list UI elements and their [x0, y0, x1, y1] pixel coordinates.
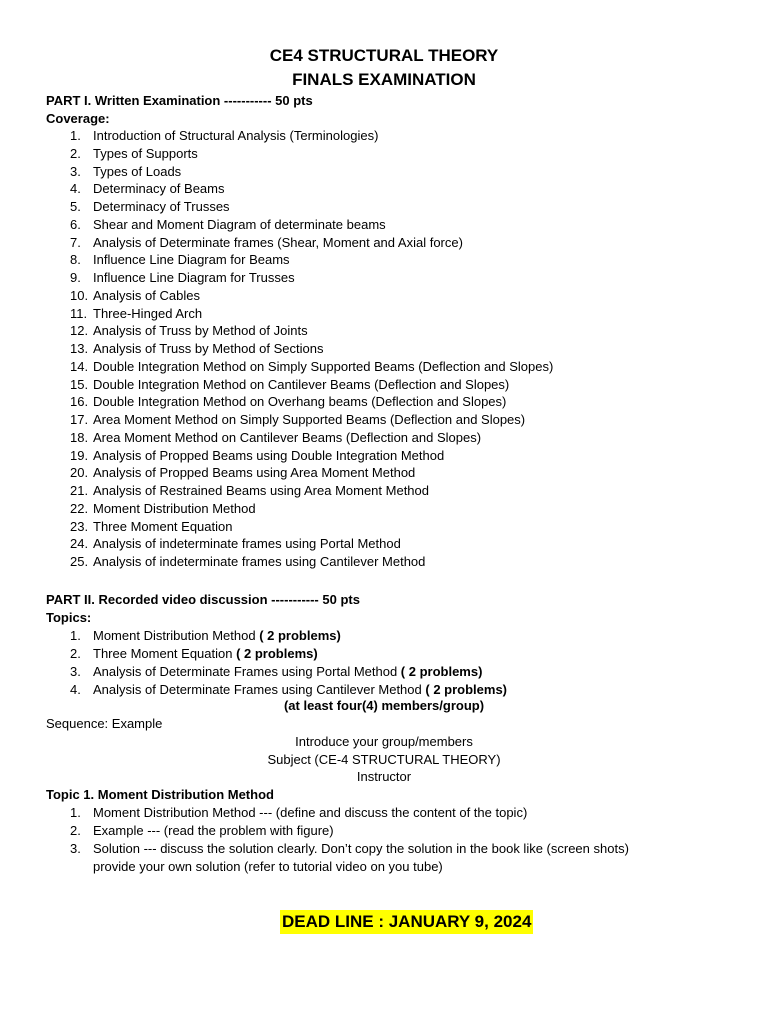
sequence-line: Introduce your group/members [295, 734, 473, 749]
topic-number: 1. [70, 628, 81, 643]
topic1-item [93, 804, 527, 822]
coverage-item [93, 163, 181, 181]
coverage-item-text: Three Moment Equation [93, 518, 233, 534]
coverage-item [93, 145, 198, 163]
coverage-item [93, 500, 256, 518]
coverage-number: 25. [70, 554, 89, 569]
coverage-number: 9. [70, 270, 81, 285]
coverage-item-text: Moment Distribution Method [93, 500, 256, 516]
topic-item-problem-count: ( 2 problems) [232, 646, 318, 661]
coverage-number: 23. [70, 518, 89, 534]
coverage-number: 21. [70, 483, 89, 498]
coverage-number: 24. [70, 536, 89, 552]
coverage-number: 5. [70, 199, 81, 214]
topic-item-problem-count: ( 2 problems) [255, 628, 341, 643]
coverage-item-text: Analysis of Restrained Beams using Area Moment Method [93, 483, 430, 498]
coverage-item-text: Double Integration Method on Overhang beams (Deflection and Slopes) [93, 394, 507, 410]
coverage-item-text: Determinacy of Trusses [93, 199, 230, 214]
coverage-item [93, 447, 444, 465]
coverage-item [93, 393, 506, 411]
topic-item [93, 627, 341, 645]
coverage-item-text: Analysis of Propped Beams using Area Moment Method [93, 465, 416, 481]
coverage-item [93, 429, 481, 447]
coverage-number: 13. [70, 341, 89, 356]
coverage-item-text: Area Moment Method on Simply Supported Beams (Deflection and Slopes) [93, 412, 526, 427]
coverage-number: 7. [70, 234, 81, 250]
coverage-item [93, 269, 295, 287]
topic-item-text: Analysis of Determinate Frames using Portal Method [93, 664, 398, 679]
coverage-item [93, 216, 386, 234]
coverage-item [93, 411, 525, 429]
coverage-item-text: Shear and Moment Diagram of determinate beams [93, 216, 386, 232]
coverage-number: 10. [70, 287, 89, 303]
coverage-item-text: Influence Line Diagram for Trusses [93, 270, 295, 285]
coverage-item [93, 287, 200, 305]
coverage-label: Coverage: [46, 111, 110, 126]
coverage-item [93, 358, 553, 376]
topic1-item [93, 822, 334, 840]
topic-number: 2. [70, 646, 81, 661]
coverage-item-text: Influence Line Diagram for Beams [93, 252, 290, 268]
topic1-item-text: Example --- (read the problem with figure) [93, 823, 334, 838]
topic-item-text: Analysis of Determinate Frames using Cantilever Method [93, 682, 422, 697]
coverage-number: 14. [70, 358, 89, 374]
coverage-number: 12. [70, 323, 89, 339]
deadline-banner: DEAD LINE : JANUARY 9, 2024 [280, 910, 533, 934]
topic-item-text: Three Moment Equation [93, 646, 233, 661]
topics-label: Topics: [46, 610, 92, 625]
coverage-item [93, 251, 290, 269]
sequence-line: Subject (CE-4 STRUCTURAL THEORY) [267, 752, 501, 767]
coverage-item-text: Double Integration Method on Cantilever Beams (Deflection and Slopes) [93, 376, 510, 392]
part1-heading: PART I. Written Examination ----------- 50 pts [46, 93, 313, 108]
topic-item-problem-count: ( 2 problems) [397, 664, 483, 679]
topic1-number: 2. [70, 823, 81, 838]
coverage-item [93, 376, 509, 394]
topic1-item [93, 840, 629, 858]
coverage-number: 6. [70, 216, 81, 232]
topic-item [93, 663, 482, 681]
coverage-item [93, 180, 225, 198]
topic-number: 3. [70, 664, 81, 679]
coverage-item-text: Three-Hinged Arch [93, 305, 203, 321]
coverage-item-text: Determinacy of Beams [93, 181, 225, 197]
coverage-number: 8. [70, 252, 81, 268]
topic-item-problem-count: ( 2 problems) [421, 682, 508, 697]
coverage-number: 20. [70, 465, 89, 481]
coverage-item [93, 518, 232, 536]
topic-number: 4. [70, 682, 81, 697]
topic-item [93, 645, 318, 663]
coverage-number: 1. [70, 128, 81, 143]
coverage-item-text: Analysis of Truss by Method of Joints [93, 323, 308, 339]
coverage-item-text: Analysis of Cables [93, 287, 200, 303]
coverage-item-text: Double Integration Method on Simply Supported Beams (Deflection and Slopes) [93, 358, 554, 374]
coverage-number: 17. [70, 412, 89, 427]
coverage-item [93, 482, 429, 500]
topic1-number: 1. [70, 805, 81, 820]
coverage-item-text: Analysis of indeterminate frames using Portal Method [93, 536, 401, 552]
doc-title: CE4 STRUCTURAL THEORY [269, 46, 499, 65]
coverage-item [93, 305, 202, 323]
coverage-item-text: Analysis of Determinate frames (Shear, Moment and Axial force) [93, 234, 463, 250]
coverage-number: 3. [70, 163, 81, 179]
topic-item-text: Moment Distribution Method [93, 628, 256, 643]
coverage-item [93, 340, 324, 358]
topic1-number: 3. [70, 841, 81, 856]
coverage-item [93, 234, 463, 252]
coverage-item [93, 464, 415, 482]
sequence-line: Instructor [356, 769, 412, 784]
coverage-item [93, 198, 230, 216]
coverage-item-text: Introduction of Structural Analysis (Terminologies) [93, 128, 379, 143]
coverage-item [93, 322, 308, 340]
sequence-label: Sequence: Example [46, 716, 163, 731]
coverage-item-text: Types of Supports [93, 145, 198, 161]
topic1-heading: Topic 1. Moment Distribution Method [46, 787, 274, 802]
coverage-item-text: Types of Loads [93, 163, 182, 179]
topic1-item-text: Solution --- discuss the solution clearly. Don’t copy the solution in the book like (screen shots) [93, 841, 629, 856]
coverage-item-text: Area Moment Method on Cantilever Beams (Deflection and Slopes) [93, 429, 482, 445]
coverage-item [93, 535, 401, 553]
topic1-item-text: Moment Distribution Method --- (define and discuss the content of the topic) [93, 805, 528, 820]
coverage-number: 22. [70, 500, 89, 516]
coverage-number: 18. [70, 429, 89, 445]
coverage-item-text: Analysis of Propped Beams using Double Integration Method [93, 447, 445, 463]
coverage-number: 11. [70, 305, 88, 321]
coverage-item [93, 553, 425, 571]
topic1-item-continuation: provide your own solution (refer to tutorial video on you tube) [93, 859, 443, 874]
coverage-number: 15. [70, 376, 89, 392]
coverage-number: 19. [70, 447, 89, 463]
members-note: (at least four(4) members/group) [283, 698, 485, 713]
coverage-number: 4. [70, 181, 81, 197]
part2-heading: PART II. Recorded video discussion ----------- 50 pts [46, 592, 360, 607]
coverage-item-text: Analysis of indeterminate frames using Cantilever Method [93, 554, 426, 569]
coverage-number: 16. [70, 394, 89, 410]
coverage-item [93, 127, 378, 145]
coverage-item-text: Analysis of Truss by Method of Sections [93, 341, 324, 356]
doc-subtitle: FINALS EXAMINATION [292, 70, 476, 89]
coverage-number: 2. [70, 145, 81, 161]
